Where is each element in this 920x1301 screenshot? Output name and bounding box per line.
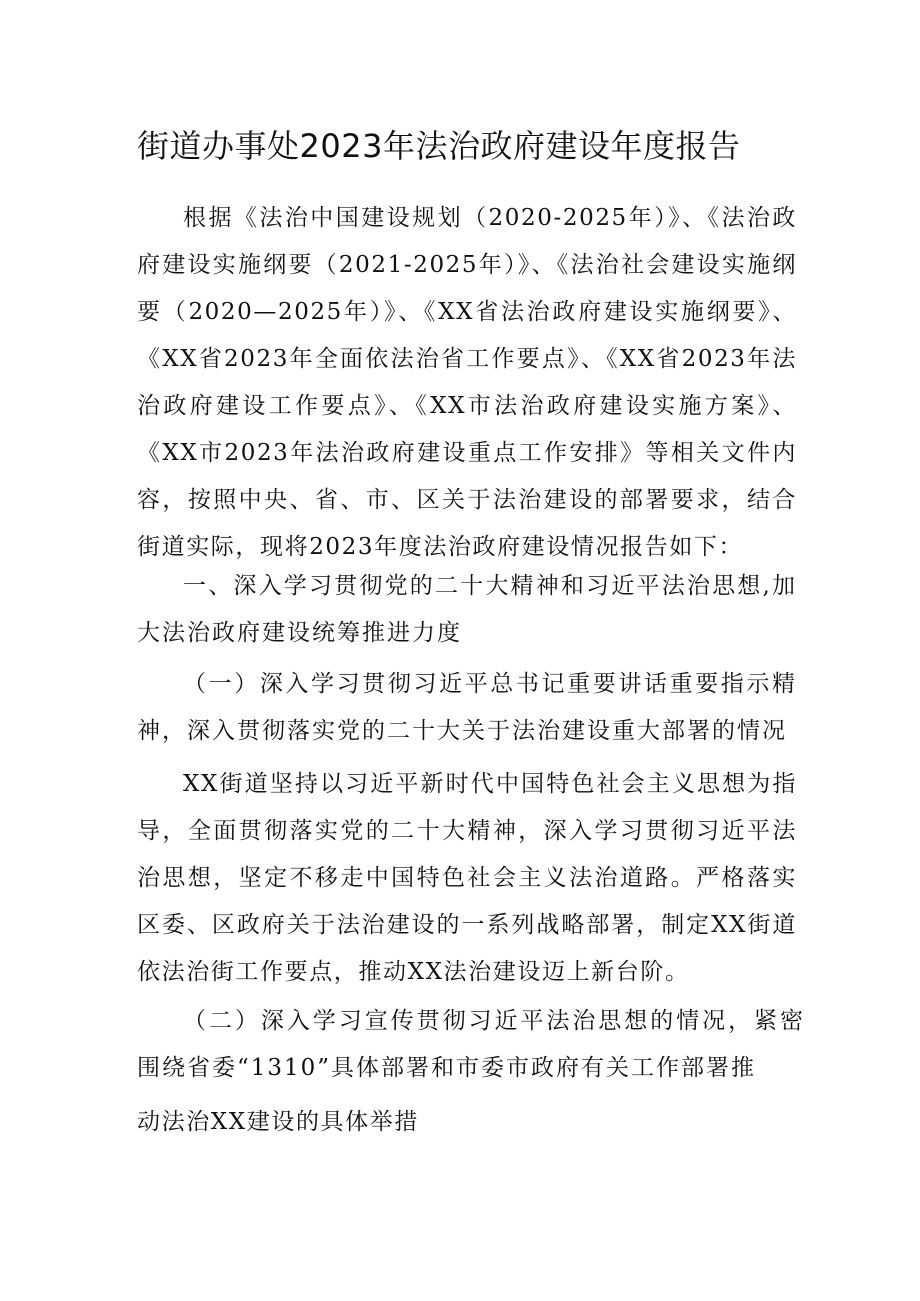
subsection-heading-1: （一）深入学习贯彻习近平总书记重要讲话重要指示精神，深入贯彻落实党的二十大关于法治建设重大部署的情况	[137, 671, 797, 744]
body-paragraph-1: XX街道坚持以习近平新时代中国特色社会主义思想为指导，全面贯彻落实党的二十大精神，深入学习贯彻习近平法治思想，坚定不移走中国特色社会主义法治道路。严格落实区委、区政府关于法治建设的一系列战略部署，制定XX街道依法治街工作要点，推动XX法治建设迈上新台阶。	[137, 771, 797, 985]
intro-paragraph: 根据《法治中国建设规划（2020-2025年）》、《法治政府建设实施纲要（2021-2025年）》、《法治社会建设实施纲要（2020—2025年）》、《XX省法治政府建设实施纲要》、《XX省2023年全面依法治省工作要点》、《XX省2023年法治政府建设工作要点》、《XX市法治政府建设实施方案》、《XX市2023年法治政府建设重点工作安排》等相关文件内容，按照中央、省、市、区关于法治建设的部署要求，结合街道实际，现将2023年度法治政府建设情况报告如下：	[137, 205, 797, 560]
subsection-heading-2: （二）深入学习宣传贯彻习近平法治思想的情况，紧密围绕省委“1310”具体部署和市委市政府有关工作部署推	[137, 1008, 805, 1081]
section-heading-1: 一、深入学习贯彻党的二十大精神和习近平法治思想,加大法治政府建设统筹推进力度	[137, 573, 797, 646]
subsection-heading-2-tail: 动法治XX建设的具体举措	[137, 1109, 419, 1135]
document-title: 街道办事处2023年法治政府建设年度报告	[137, 127, 741, 165]
